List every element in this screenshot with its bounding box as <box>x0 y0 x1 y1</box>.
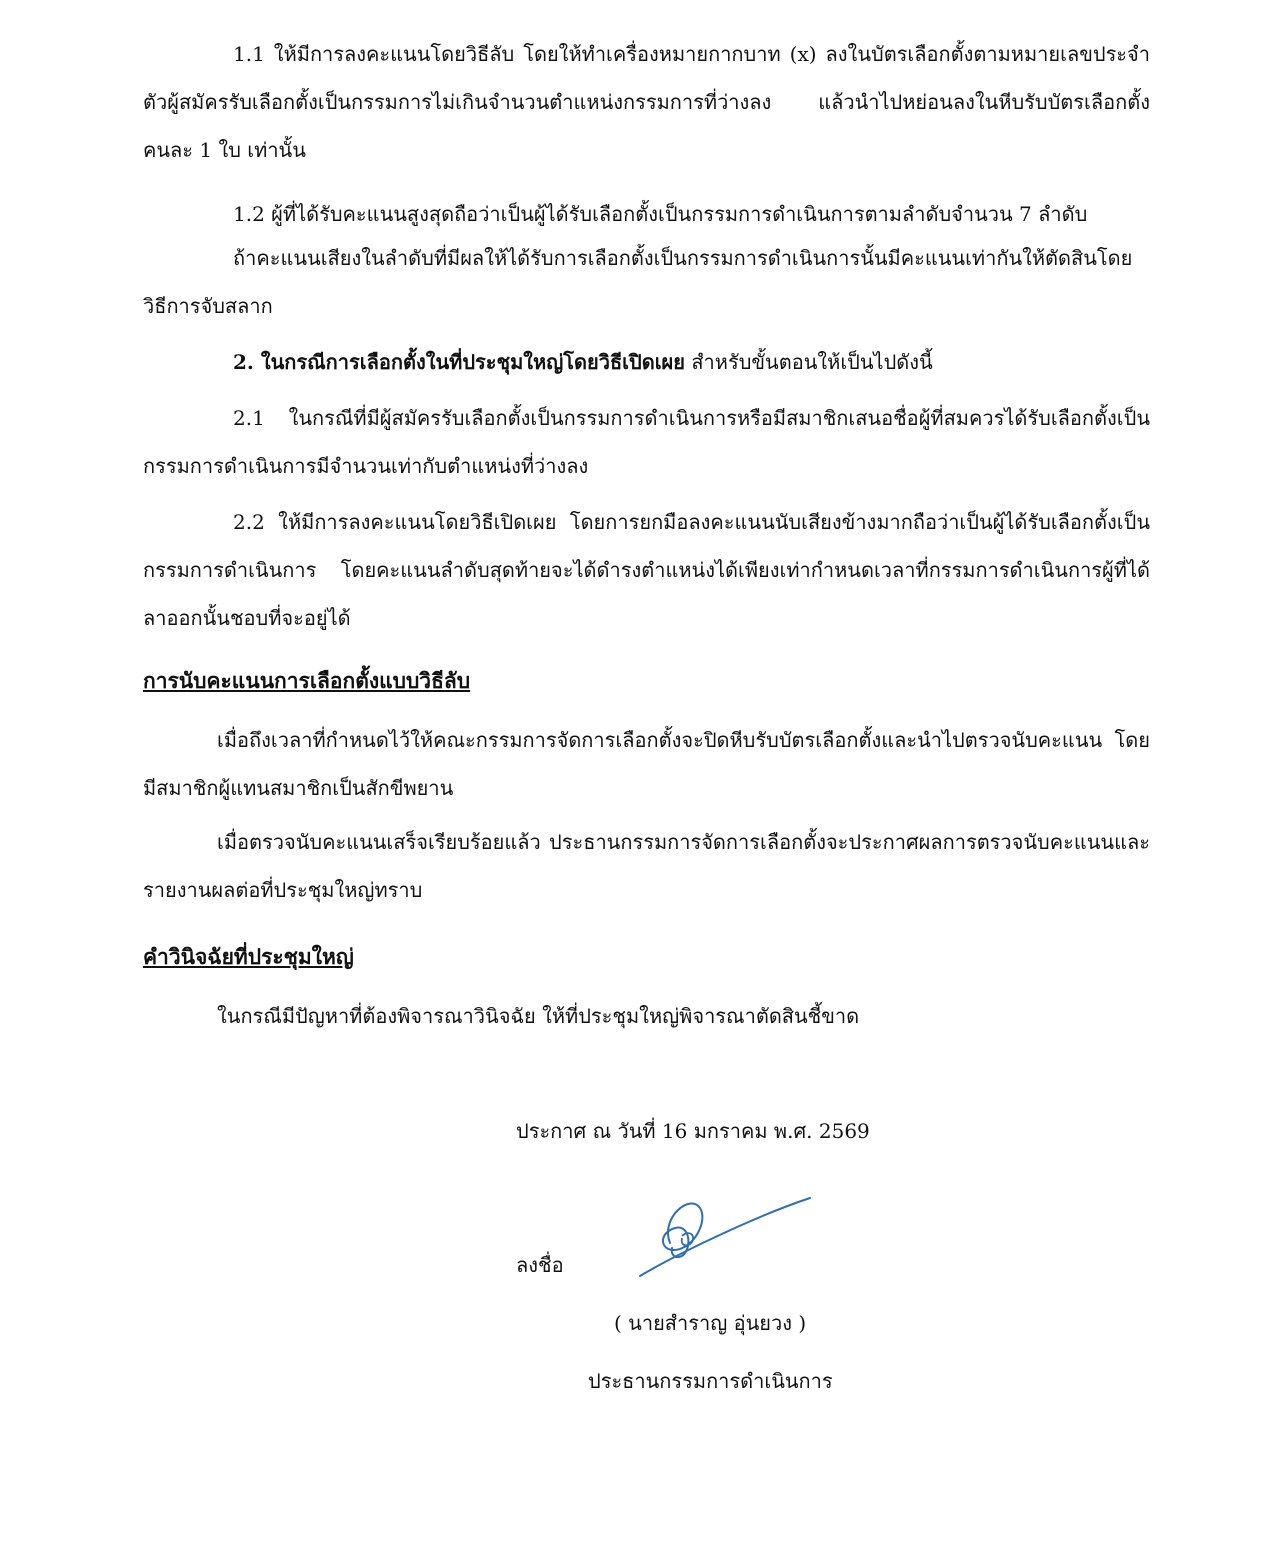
clause-2-heading <box>143 338 1150 386</box>
sign-label: ลงชื่อ <box>516 1253 564 1277</box>
clause-2-1: 2.1 ในกรณีที่มีผู้สมัครรับเลือกตั้งเป็นกรรมการดำเนินการหรือมีสมาชิกเสนอชื่อผู้ที่สมควรได้รับเลือกตั้งเป็นกรรมการดำเนินการมีจำนวนเท่ากับตำแหน่งที่ว่างลง <box>143 406 1150 478</box>
announcement-date: ประกาศ ณ วันที่ 16 มกราคม พ.ศ. 2569 <box>516 1119 870 1143</box>
clause-2-heading-rest: สำหรับขั้นตอนให้เป็นไปดังนี้ <box>684 350 933 374</box>
signer-name: ( นายสำราญ อุ่นยวง ) <box>614 1311 807 1335</box>
handwritten-signature <box>630 1188 825 1283</box>
clause-2-heading-bold: 2. ในกรณีการเลือกตั้งในที่ประชุมใหญ่โดยวิธีเปิดเผย <box>233 350 685 374</box>
counting-para-1: เมื่อถึงเวลาที่กำหนดไว้ให้คณะกรรมการจัดการเลือกตั้งจะปิดหีบรับบัตรเลือกตั้งและนำไปตรวจนับคะแนน โดยมีสมาชิกผู้แทนสมาชิกเป็นสักขีพยาน <box>143 728 1150 800</box>
ruling-heading: คำวินิจฉัยที่ประชุมใหญ่ <box>143 944 354 969</box>
clause-2-2: 2.2 ให้มีการลงคะแนนโดยวิธีเปิดเผย โดยการยกมือลงคะแนนนับเสียงข้างมากถือว่าเป็นผู้ได้รับเลือกตั้งเป็นกรรมการดำเนินการ โดยคะแนนลำดับสุดท้ายจะได้ดำรงตำแหน่งได้เพียงเท่ากำหนดเวลาที่กรรมการดำเนินการผู้ที่ได้ลาออกนั้นชอบที่จะอยู่ได้ <box>143 510 1150 630</box>
ruling-para: ในกรณีมีปัญหาที่ต้องพิจารณาวินิจฉัย ให้ที่ประชุมใหญ่พิจารณาตัดสินชี้ขาด <box>217 1004 860 1028</box>
counting-heading: การนับคะแนนการเลือกตั้งแบบวิธีลับ <box>143 668 471 693</box>
signer-title: ประธานกรรมการดำเนินการ <box>588 1369 833 1393</box>
clause-1-1: 1.1 ให้มีการลงคะแนนโดยวิธีลับ โดยให้ทำเครื่องหมายกากบาท (x) ลงในบัตรเลือกตั้งตามหมายเลขประจำตัวผู้สมัครรับเลือกตั้งเป็นกรรมการไม่เกินจำนวนตำแหน่งกรรมการที่ว่างลง แล้วนำไปหย่อนลงในหีบรับบัตรเลือกตั้ง คนละ 1 ใบ เท่านั้น <box>143 42 1150 162</box>
clause-1-2: 1.2 ผู้ที่ได้รับคะแนนสูงสุดถือว่าเป็นผู้ได้รับเลือกตั้งเป็นกรรมการดำเนินการตามลำดับจำนวน 7 ลำดับ <box>233 202 1088 226</box>
clause-1-2-tie-rule: ถ้าคะแนนเสียงในลำดับที่มีผลให้ได้รับการเลือกตั้งเป็นกรรมการดำเนินการนั้นมีคะแนนเท่ากันให้ตัดสินโดยวิธีการจับสลาก <box>143 246 1133 318</box>
counting-para-2: เมื่อตรวจนับคะแนนเสร็จเรียบร้อยแล้ว ประธานกรรมการจัดการเลือกตั้งจะประกาศผลการตรวจนับคะแนนและรายงานผลต่อที่ประชุมใหญ่ทราบ <box>143 830 1150 902</box>
